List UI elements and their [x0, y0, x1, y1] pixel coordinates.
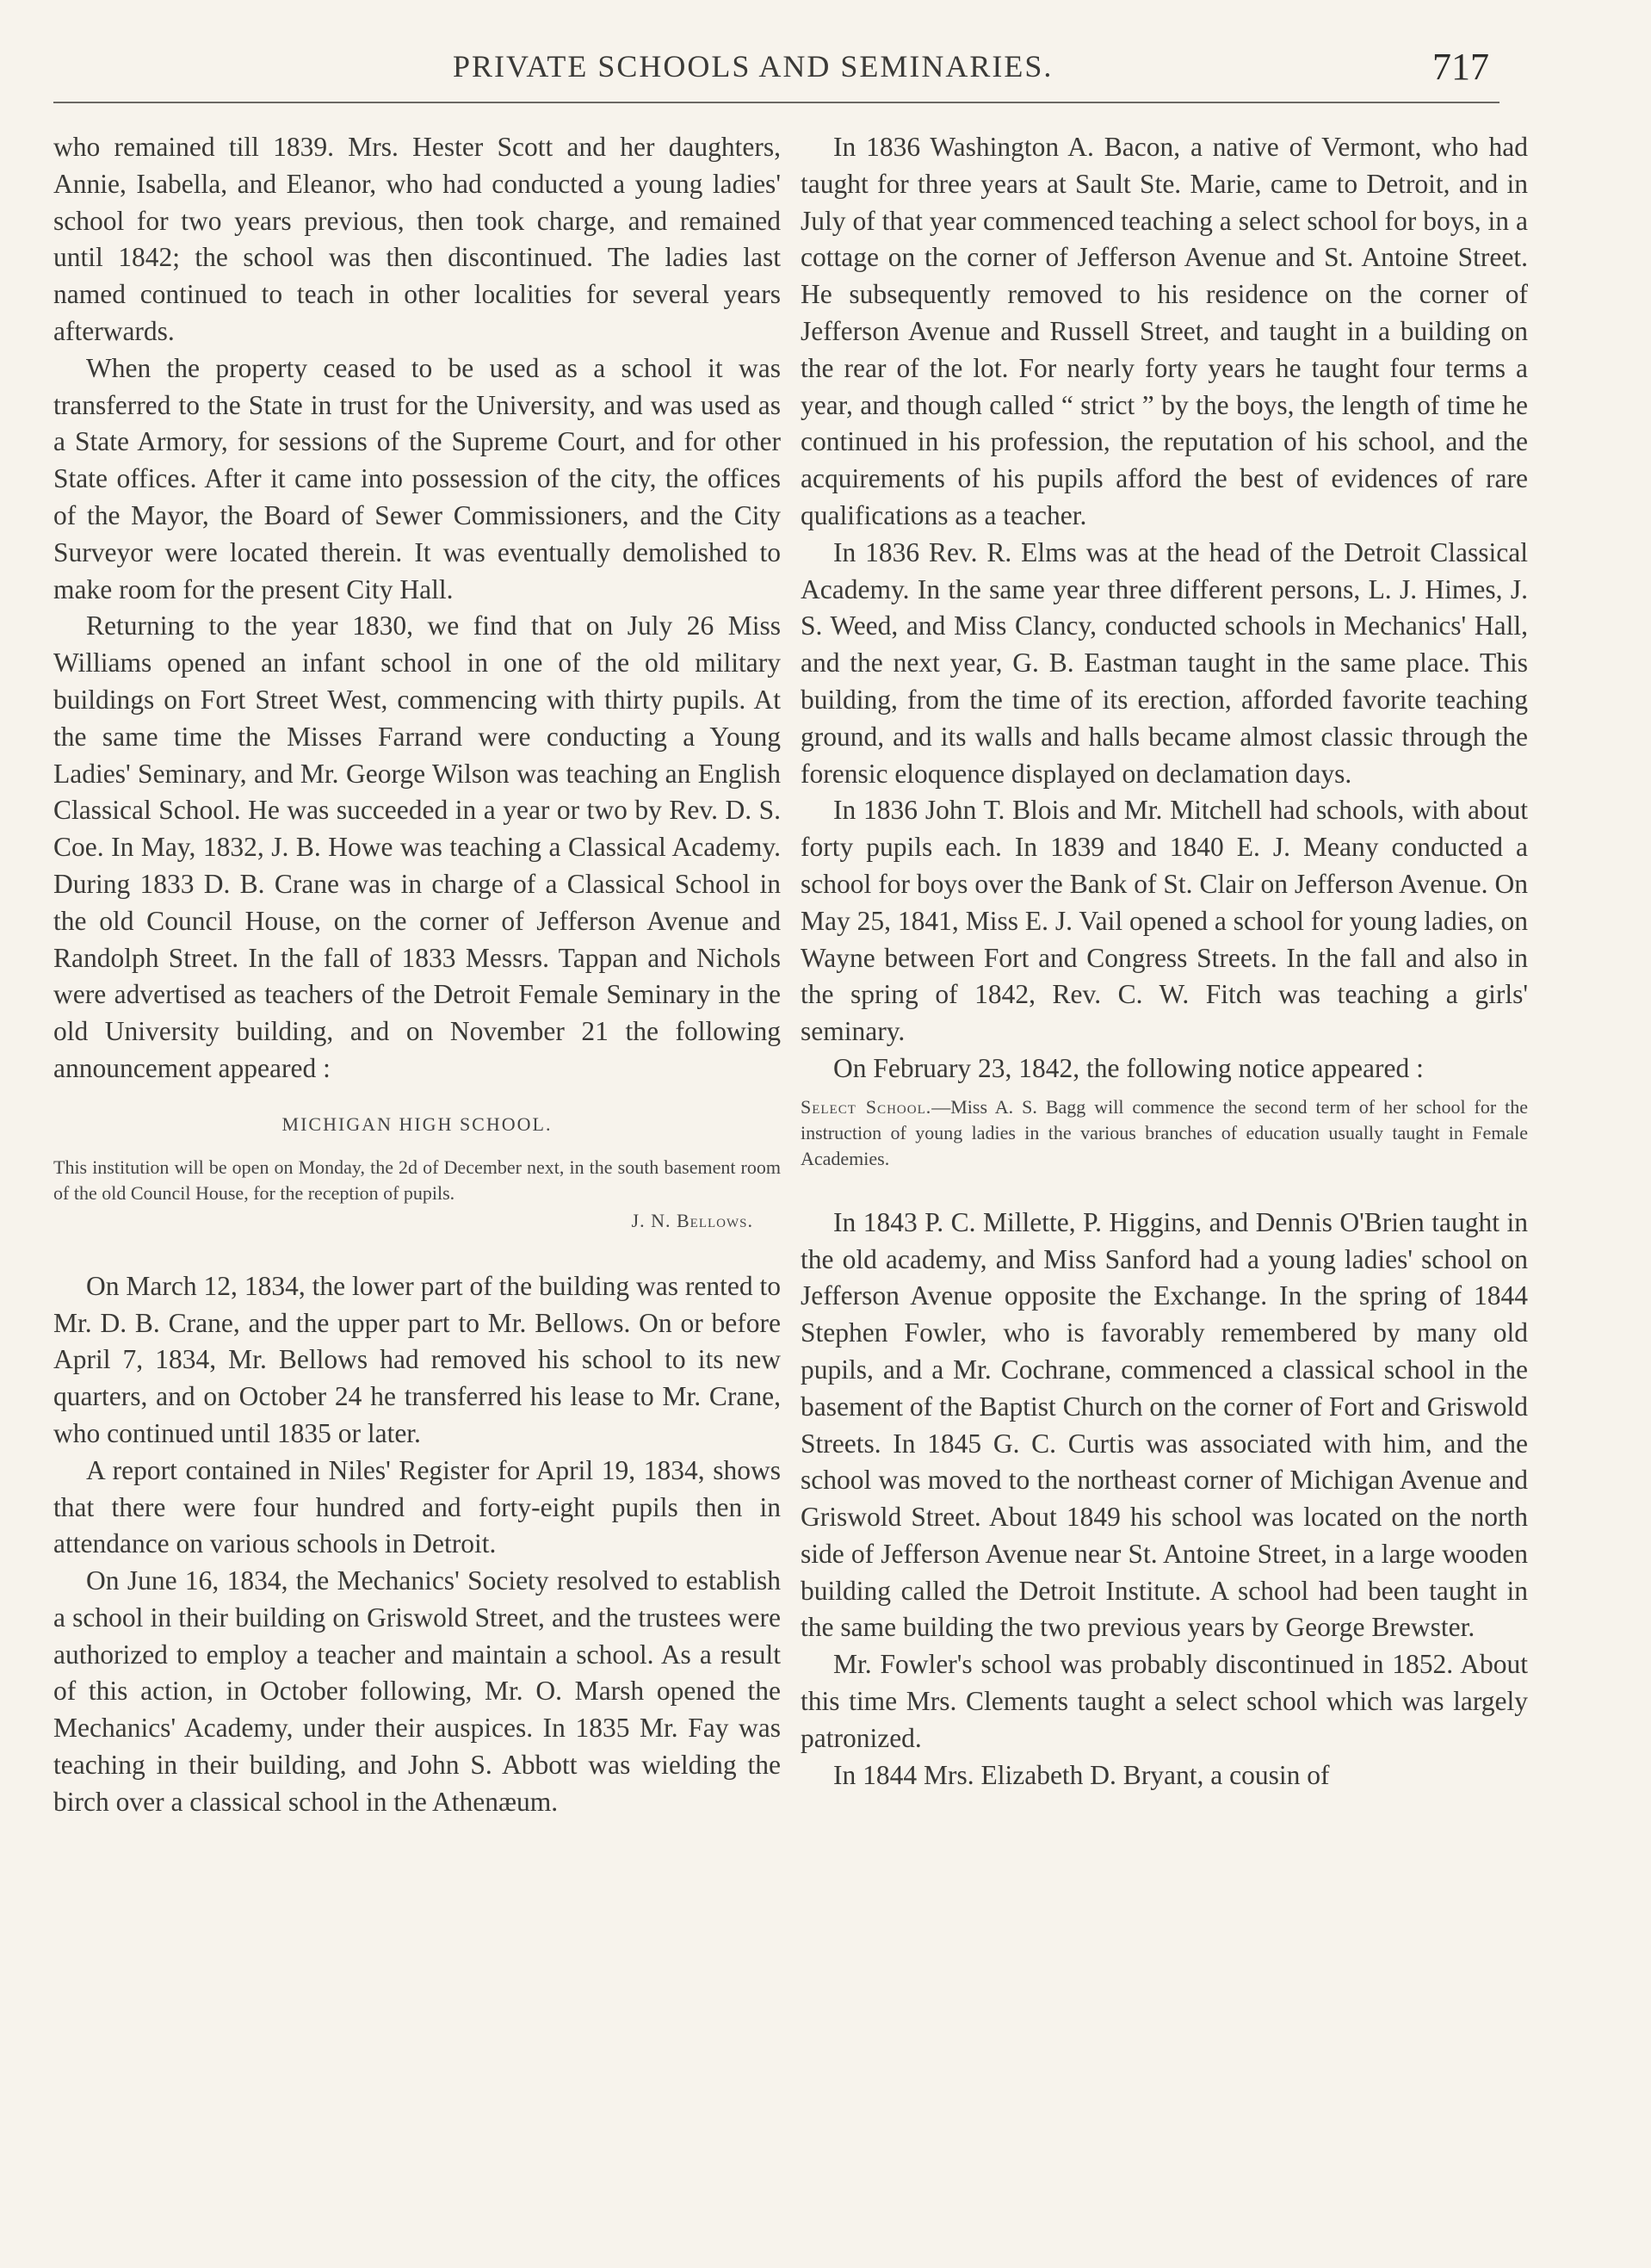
paragraph: In 1843 P. C. Millette, P. Higgins, and Dennis O'Brien taught in the old academy, and Miss Sanford had a young ladies' school on Jefferson Avenue opposite the Exchange. In the spring of 1844 Stephen Fowler, who is favorably remembered by many old pupils, and a Mr. Cochrane, commenced a classical school in the basement of the Baptist Church on the corner of Fort and Griswold Streets. In 1845 G. C. Curtis was associated with him, and the school was moved to the northeast corner of Michigan Avenue and Griswold Street. About 1849 his school was located on the north side of Jefferson Avenue near St. Antoine Street, in a large wooden building called the Detroit Institute. A school had been taught in the same building the two previous years by George Brewster.: [801, 1206, 1528, 1643]
notice-lead: Select School.: [801, 1095, 932, 1118]
paragraph: In 1844 Mrs. Elizabeth D. Bryant, a cousin of: [833, 1759, 1330, 1790]
paragraph: On March 12, 1834, the lower part of the building was rented to Mr. D. B. Crane, and the upper part to Mr. Bellows. On or before April 7, 1834, Mr. Bellows had removed his school to its new quarters, and on October 24 he transferred his lease to Mr. Crane, who continued until 1835 or later.: [53, 1270, 781, 1448]
paragraph: Mr. Fowler's school was probably discontinued in 1852. About this time Mrs. Clements taught a select school which was largely patronized.: [801, 1649, 1528, 1753]
paragraph: In 1836 Washington A. Bacon, a native of Vermont, who had taught for three years at Sault Ste. Marie, came to Detroit, and in July of that year commenced teaching a select school for boys, in a cottage on the corner of Jefferson Avenue and St. Antoine Street. He subsequently removed to his residence on the corner of Jefferson Avenue and Russell Street, and taught in a building on the rear of the lot. For nearly forty years he taught four terms a year, and though called “ strict ” by the boys, the length of time he continued in his profession, the reputation of his school, and the acquirements of his pupils afford the best of evidences of rare qualifications as a teacher.: [801, 132, 1528, 530]
header-rule: [53, 102, 1500, 103]
notice-body: —Miss A. S. Bagg will commence the second term of her school for the instruction of young ladies in the various branches of education usually taught in Female Academies.: [801, 1095, 1528, 1169]
quoted-notice: [801, 1094, 1528, 1172]
paragraph: On February 23, 1842, the following notice appeared :: [833, 1052, 1424, 1083]
notice-body: This institution will be open on Monday, the 2d of December next, in the south basement room of the old Council House, for the reception of pupils.: [53, 1156, 781, 1204]
paragraph: On June 16, 1834, the Mechanics' Society resolved to establish a school in their building on Griswold Street, and the trustees were authorized to employ a teacher and maintain a school. As a result of this action, in October following, Mr. O. Marsh opened the Mechanics' Academy, under their auspices. In 1835 Mr. Fay was teaching in their building, and John S. Abbott was wielding the birch over a classical school in the Athenæum.: [53, 1565, 781, 1817]
paragraph: Returning to the year 1830, we find that on July 26 Miss Williams opened an infant school in one of the old military buildings on Fort Street West, commencing with thirty pupils. At the same time the Misses Farrand were conducting a Young Ladies' Seminary, and Mr. George Wilson was teaching an English Classical School. He was succeeded in a year or two by Rev. D. S. Coe. In May, 1832, J. B. Howe was teaching a Classical Academy. During 1833 D. B. Crane was in charge of a Classical School in the old Council House, on the corner of Jefferson Avenue and Randolph Street. In the fall of 1833 Messrs. Tappan and Nichols were advertised as teachers of the Detroit Female Seminary in the old University building, and on November 21 the following announcement appeared :: [53, 610, 781, 1083]
quoted-notice: [53, 1112, 781, 1234]
paragraph: A report contained in Niles' Register for April 19, 1834, shows that there were four hundred and forty-eight pupils then in attendance on various schools in Detroit.: [53, 1454, 781, 1559]
paragraph: In 1836 Rev. R. Elms was at the head of the Detroit Classical Academy. In the same year three different persons, L. J. Himes, J. S. Weed, and Miss Clancy, conducted schools in Mechanics' Hall, and the next year, G. B. Eastman taught in the same place. This building, from the time of its erection, afforded favorite teaching ground, and its walls and halls became almost classic through the forensic eloquence displayed on declamation days.: [801, 536, 1528, 789]
running-head: PRIVATE SCHOOLS AND SEMINARIES.: [453, 49, 1054, 84]
right-column: [801, 129, 1528, 1794]
notice-signature: J. N. Bellows.: [631, 1209, 753, 1231]
paragraph: In 1836 John T. Blois and Mr. Mitchell had schools, with about forty pupils each. In 1839 and 1840 E. J. Meany conducted a school for boys over the Bank of St. Clair on Jefferson Avenue. On May 25, 1841, Miss E. J. Vail opened a school for young ladies, on Wayne between Fort and Congress Streets. In the fall and also in the spring of 1842, Rev. C. W. Fitch was teaching a girls' seminary.: [801, 795, 1528, 1047]
page-number: 717: [1432, 46, 1489, 88]
paragraph: When the property ceased to be used as a school it was transferred to the State in trust for the University, and was used as a State Armory, for sessions of the Supreme Court, and for other State offices. After it came into possession of the city, the offices of the Mayor, the Board of Sewer Commissioners, and the City Surveyor were located therein. It was eventually demolished to make room for the present City Hall.: [53, 352, 781, 604]
left-column: [53, 129, 781, 1821]
paragraph: who remained till 1839. Mrs. Hester Scott and her daughters, Annie, Isabella, and Eleanor, who had conducted a young ladies' school for two years previous, then took charge, and remained until 1842; the school was then discontinued. The ladies last named continued to teach in other localities for several years afterwards.: [53, 132, 781, 346]
notice-title: MICHIGAN HIGH SCHOOL.: [281, 1112, 553, 1135]
